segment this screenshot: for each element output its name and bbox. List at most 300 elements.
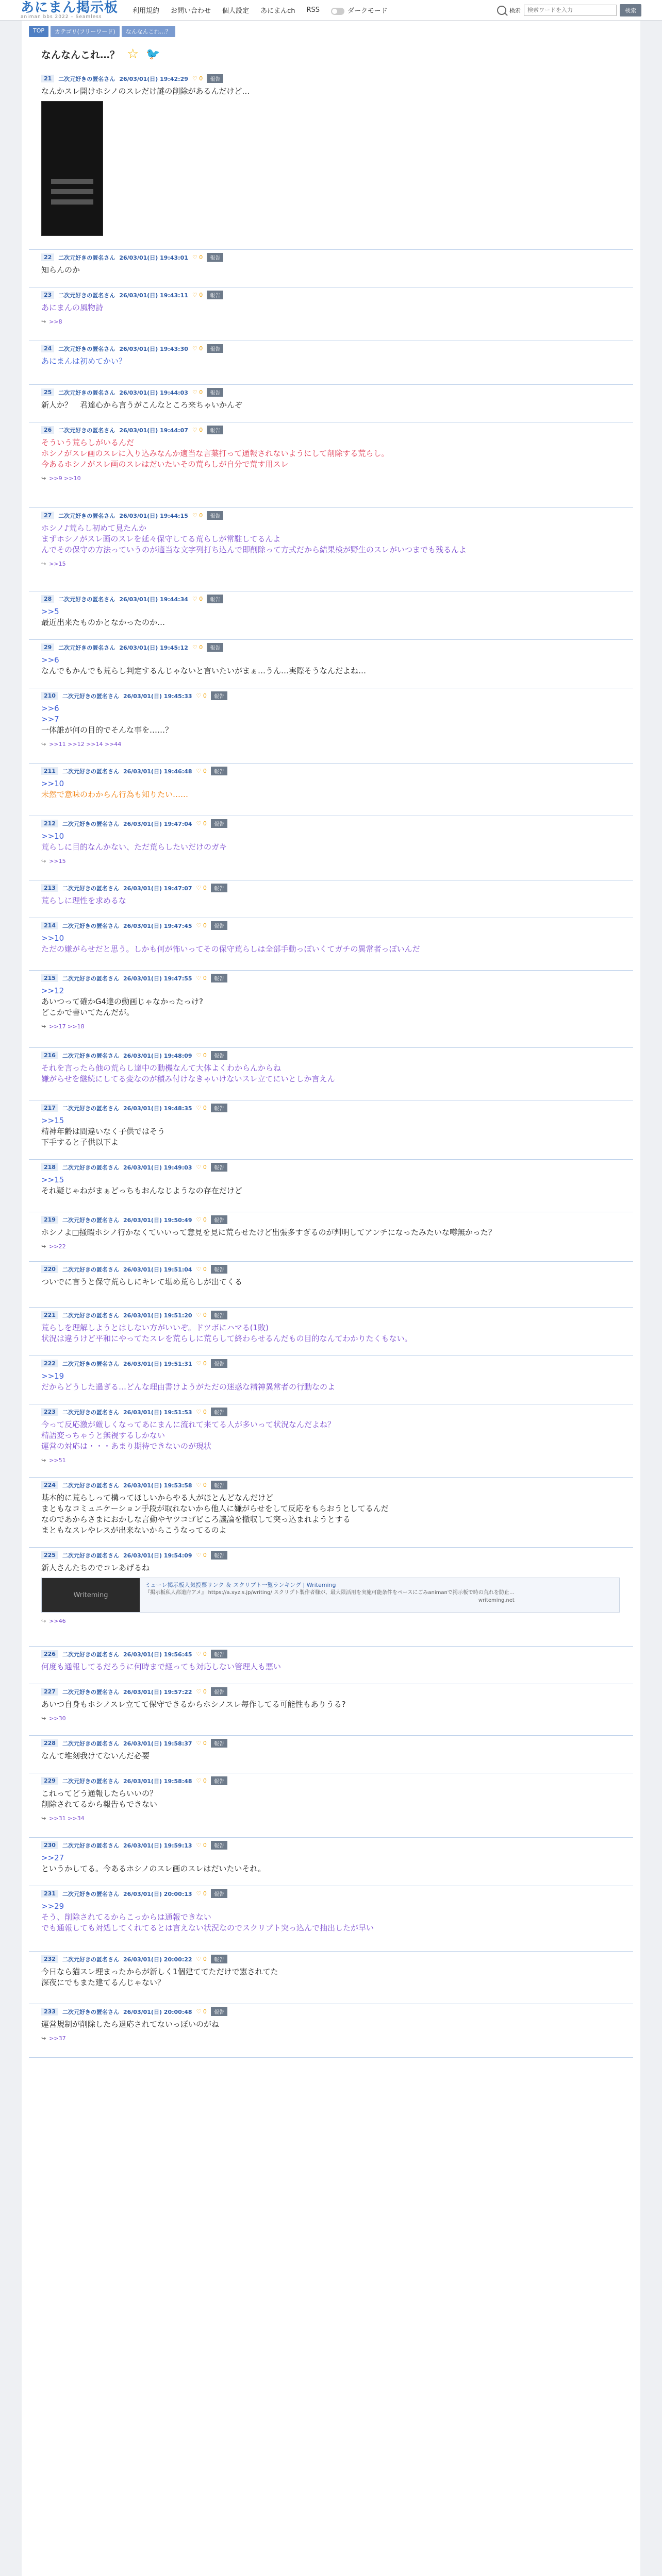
like-button[interactable]	[196, 1164, 207, 1171]
like-count: 0	[203, 922, 207, 929]
like-count: 0	[203, 1842, 207, 1849]
reply-icon: ↪	[41, 318, 46, 325]
report-button[interactable]: 報告	[211, 1311, 227, 1319]
post-number[interactable]: 227	[41, 1688, 58, 1696]
reply-icon: ↪	[41, 1618, 46, 1624]
post-number[interactable]: 217	[41, 1104, 58, 1112]
poster-name: 二次元好きの匿名さん	[62, 1956, 119, 1963]
post-header	[41, 767, 633, 775]
reply-icon: ↪	[41, 741, 46, 748]
link-card-title[interactable]: ミューレ掲示板人気投票リンク ＆ スクリプト一覧ランキング | Writeming	[145, 1582, 336, 1588]
post-text-line: 基本的に荒らしって構ってほしいからやる人がほとんどなんだけど	[41, 1493, 274, 1502]
poster-name: 二次元好きの匿名さん	[58, 644, 115, 651]
search-area	[497, 4, 641, 16]
reply-link-list[interactable]: >>22	[49, 1243, 66, 1250]
quote-link[interactable]: >>19	[41, 1371, 64, 1381]
like-button[interactable]	[196, 1651, 207, 1657]
report-button[interactable]: 報告	[211, 974, 227, 982]
like-button[interactable]	[196, 2008, 207, 2015]
post-body	[41, 1227, 633, 1238]
poster-name: 二次元好きの匿名さん	[62, 1777, 119, 1785]
post-text-line: まともなスレやレスが出来ないからこうなってるのよ	[41, 1526, 227, 1535]
post-header	[41, 819, 633, 828]
like-button[interactable]	[196, 1890, 207, 1897]
post-text-line: そういう荒らしがいるんだ	[41, 438, 135, 447]
heart-icon: ♡	[192, 292, 200, 298]
like-count: 0	[203, 1052, 207, 1059]
report-button[interactable]: 報告	[207, 426, 223, 434]
like-count: 0	[199, 644, 203, 651]
report-button[interactable]: 報告	[207, 74, 223, 83]
post-header	[41, 1739, 633, 1748]
quote-link[interactable]: >>29	[41, 1902, 64, 1911]
like-button[interactable]	[192, 596, 203, 602]
post-date: 26/03/01(日) 19:56:45	[123, 1651, 192, 1658]
toggle-switch-icon[interactable]	[331, 8, 344, 15]
poster-name: 二次元好きの匿名さん	[62, 1409, 119, 1416]
report-button[interactable]: 報告	[211, 767, 227, 775]
like-count: 0	[199, 427, 203, 433]
report-button[interactable]: 報告	[211, 2007, 227, 2016]
like-button[interactable]	[196, 1740, 207, 1747]
post-header	[41, 691, 633, 700]
report-button[interactable]: 報告	[207, 388, 223, 397]
heart-icon: ♡	[196, 2008, 203, 2015]
like-count: 0	[203, 975, 207, 981]
like-button[interactable]	[196, 885, 207, 891]
poster-name: 二次元好きの匿名さん	[58, 345, 115, 352]
favorite-star-icon[interactable]: ☆	[127, 46, 139, 62]
reply-link-list[interactable]: >>30	[49, 1715, 66, 1722]
post-text-line: ホシノ♪荒らし初めて見たんか	[41, 523, 146, 533]
reply-icon: ↪	[41, 1815, 46, 1822]
post-item	[29, 1262, 633, 1308]
post-date: 26/03/01(日) 19:47:04	[123, 820, 192, 827]
post-header	[41, 388, 633, 397]
post-header	[41, 291, 633, 299]
post-number[interactable]: 221	[41, 1311, 58, 1319]
link-card-text	[140, 1578, 520, 1612]
link-card[interactable]	[41, 1578, 620, 1613]
post-number[interactable]: 233	[41, 2008, 58, 2015]
post-date: 26/03/01(日) 19:51:20	[123, 1312, 192, 1319]
post-number[interactable]: 231	[41, 1890, 58, 1897]
post-number[interactable]: 224	[41, 1481, 58, 1489]
post-body	[41, 1699, 633, 1710]
post-text-line: それを言ったら他の荒らし達中の動機なんて大体よくわからんからね	[41, 1063, 282, 1073]
post-item	[29, 1212, 633, 1262]
post-body	[41, 895, 633, 906]
post-text-line: 精神年齢は間違いなく子供ではそう	[41, 1127, 166, 1136]
post-number[interactable]: 230	[41, 1841, 58, 1849]
post-number[interactable]: 226	[41, 1650, 58, 1658]
like-button[interactable]	[196, 1216, 207, 1223]
reply-link-list[interactable]: >>37	[49, 2035, 66, 2042]
post-text-line: でも通報しても対処してくれてるとは言えない状況なのでスクリプト突っ込んで抽出したが早い	[41, 1923, 374, 1933]
report-button[interactable]: 報告	[211, 1265, 227, 1274]
report-button[interactable]: 報告	[211, 691, 227, 700]
post-date: 26/03/01(日) 19:53:58	[123, 1482, 192, 1489]
report-button[interactable]: 報告	[211, 1051, 227, 1060]
report-button[interactable]: 報告	[211, 1650, 227, 1658]
search-button[interactable]: 検索	[620, 4, 641, 16]
post-text-line: あにまんは初めてかい？	[41, 357, 127, 366]
search-icon	[497, 6, 506, 15]
post-header	[41, 1551, 633, 1560]
poster-name: 二次元好きの匿名さん	[62, 1740, 119, 1747]
post-header	[41, 1408, 633, 1416]
like-count: 0	[203, 1360, 207, 1367]
like-button[interactable]	[196, 1360, 207, 1367]
post-body	[41, 1751, 633, 1761]
poster-name: 二次元好きの匿名さん	[58, 427, 115, 434]
link-card-desc: 『掲示板私人都道府アメ』 https://a.xyz.s.jp/writing/ スクリプト製作者様が、最大限活用を実施可能条件をペースにごみanimanで掲示板で時の荒れを防止…	[145, 1590, 515, 1596]
post-body	[41, 1788, 633, 1810]
poster-name: 二次元好きの匿名さん	[58, 75, 115, 82]
reply-links	[41, 1815, 633, 1822]
post-item	[29, 971, 633, 1048]
reply-link-list[interactable]: >>15	[49, 561, 66, 567]
post-number[interactable]: 220	[41, 1265, 58, 1273]
heart-icon: ♡	[192, 389, 200, 396]
reply-link-list[interactable]: >>17 >>18	[49, 1023, 85, 1030]
post-text-line: これってどう通報したらいいの？	[41, 1789, 158, 1798]
reply-links	[41, 1457, 633, 1464]
heart-icon: ♡	[196, 1409, 203, 1415]
poster-name: 二次元好きの匿名さん	[62, 1482, 119, 1489]
poster-name: 二次元好きの匿名さん	[58, 389, 115, 396]
post-item	[29, 508, 633, 591]
nav-animanch[interactable]: あにまんch	[260, 7, 295, 15]
post-text-line: なのであからさまにおかしな言動やヤツコゴビころ議論を撤収して突っ込まれようとする	[41, 1515, 351, 1524]
like-button[interactable]	[196, 692, 207, 699]
like-button[interactable]	[196, 1105, 207, 1111]
post-body	[41, 933, 633, 955]
like-button[interactable]	[196, 1777, 207, 1784]
poster-name: 二次元好きの匿名さん	[62, 2008, 119, 2015]
nav-settings[interactable]: 個人設定	[222, 7, 250, 15]
post-number[interactable]: 213	[41, 884, 58, 892]
heart-icon: ♡	[196, 1164, 203, 1171]
post-number[interactable]: 223	[41, 1408, 58, 1416]
poster-name: 二次元好きの匿名さん	[62, 1842, 119, 1849]
post-number[interactable]: 214	[41, 922, 58, 929]
like-button[interactable]	[192, 345, 203, 352]
post-item	[29, 1478, 633, 1548]
report-button[interactable]: 報告	[211, 1481, 227, 1489]
post-number[interactable]: 219	[41, 1216, 58, 1224]
post-text-line: まずホシノがスレ画のスレを延々保守してる荒らしが常駐してるんよ	[41, 534, 281, 544]
heart-icon: ♡	[192, 596, 200, 602]
reply-links	[41, 475, 633, 482]
like-button[interactable]	[196, 1312, 207, 1318]
post-body	[41, 2019, 633, 2030]
report-button[interactable]: 報告	[211, 1215, 227, 1224]
report-button[interactable]: 報告	[207, 595, 223, 603]
post-body	[41, 1323, 633, 1344]
like-button[interactable]	[196, 922, 207, 929]
report-button[interactable]: 報告	[211, 1955, 227, 1963]
search-input[interactable]	[524, 5, 617, 16]
reply-link-list[interactable]: >>15	[49, 858, 66, 865]
quote-link[interactable]: >>12	[41, 986, 64, 995]
reply-links	[41, 741, 633, 748]
post-number[interactable]: 229	[41, 1777, 58, 1785]
reply-link-list[interactable]: >>11 >>12 >>14 >>44	[49, 741, 122, 748]
like-count: 0	[199, 512, 203, 519]
quote-link[interactable]: >>6	[41, 655, 59, 665]
like-button[interactable]	[192, 75, 203, 82]
report-button[interactable]: 報告	[207, 511, 223, 520]
post-item	[29, 1100, 633, 1160]
quote-link[interactable]: >>15	[41, 1116, 64, 1125]
like-button[interactable]	[192, 254, 203, 261]
like-button[interactable]	[196, 1052, 207, 1059]
post-date: 26/03/01(日) 19:44:03	[119, 389, 188, 396]
post-header	[41, 884, 633, 892]
post-item	[29, 385, 633, 422]
post-body	[41, 1901, 633, 1934]
report-button[interactable]: 報告	[207, 253, 223, 262]
post-number[interactable]: 215	[41, 974, 58, 982]
report-button[interactable]: 報告	[211, 921, 227, 930]
nav-rss[interactable]: RSS	[306, 6, 320, 14]
twitter-share-icon[interactable]: 🐦	[146, 47, 160, 61]
heart-icon: ♡	[196, 1360, 203, 1367]
like-button[interactable]	[192, 512, 203, 519]
reply-link-list[interactable]: >>9 >>10	[49, 475, 81, 482]
post-header	[41, 1776, 633, 1785]
report-button[interactable]: 報告	[207, 344, 223, 353]
reply-links	[41, 1618, 633, 1624]
logo-title[interactable]: あにまん掲示板	[21, 0, 119, 15]
post-text-line: だからどうした過ぎる…どんな理由書けようがただの迷惑な精神異常者の行動なのよ	[41, 1382, 336, 1392]
post-date: 26/03/01(日) 19:44:15	[119, 512, 188, 519]
nav-terms[interactable]: 利用規約	[133, 7, 160, 15]
post-body	[41, 986, 633, 1018]
breadcrumb-top[interactable]: TOP	[29, 26, 48, 37]
poster-name: 二次元好きの匿名さん	[62, 1360, 119, 1367]
post-number[interactable]: 23	[41, 291, 54, 299]
post-header	[41, 1955, 633, 1963]
post-number[interactable]: 212	[41, 820, 58, 827]
like-button[interactable]	[196, 820, 207, 827]
post-header	[41, 1215, 633, 1224]
post-number[interactable]: 26	[41, 426, 54, 434]
poster-name: 二次元好きの匿名さん	[62, 1052, 119, 1059]
poster-name: 二次元好きの匿名さん	[62, 692, 119, 700]
post-text-line: 今って反応激が厳しくなってあにまんに流れて来てる人が多いって状況なんだよね？	[41, 1420, 336, 1429]
quote-link[interactable]: >>10	[41, 832, 64, 841]
poster-name: 二次元好きの匿名さん	[62, 1312, 119, 1319]
post-date: 26/03/01(日) 20:00:13	[123, 1890, 192, 1897]
heart-icon: ♡	[192, 644, 200, 651]
dark-mode-toggle[interactable]	[331, 5, 387, 15]
report-button[interactable]: 報告	[211, 1551, 227, 1560]
post-number[interactable]: 27	[41, 512, 54, 519]
post-body	[41, 1967, 633, 1988]
reply-icon: ↪	[41, 475, 46, 482]
heart-icon: ♡	[196, 885, 203, 891]
like-button[interactable]	[192, 427, 203, 433]
post-image[interactable]	[41, 101, 103, 236]
post-item	[29, 1160, 633, 1212]
like-count: 0	[199, 254, 203, 261]
heart-icon: ♡	[192, 345, 200, 352]
report-button[interactable]: 報告	[211, 1408, 227, 1416]
reply-link-list[interactable]: >>46	[49, 1618, 66, 1624]
report-button[interactable]: 報告	[211, 1889, 227, 1898]
like-button[interactable]	[196, 1266, 207, 1273]
post-text-line: 最近出来たものかとなかったのか…	[41, 618, 166, 627]
post-header	[41, 1841, 633, 1850]
post-body	[41, 1371, 633, 1393]
post-text-line: あにまんの風物詩	[41, 303, 104, 312]
post-number[interactable]: 216	[41, 1052, 58, 1059]
heart-icon: ♡	[196, 1552, 203, 1558]
post-date: 26/03/01(日) 19:58:48	[123, 1777, 192, 1785]
quote-link[interactable]: >>10	[41, 934, 64, 943]
post-text-line: 何度も通報してるだろうに何時まで経っても対応しない管理人も悪い	[41, 1662, 282, 1671]
post-item	[29, 422, 633, 508]
reply-icon: ↪	[41, 858, 46, 865]
like-button[interactable]	[196, 1842, 207, 1849]
post-item	[29, 1838, 633, 1886]
poster-name: 二次元好きの匿名さん	[58, 512, 115, 519]
poster-name: 二次元好きの匿名さん	[62, 1105, 119, 1112]
breadcrumb-category[interactable]: カテゴリ(フリーワード)	[51, 26, 120, 37]
post-item	[29, 816, 633, 880]
post-item	[29, 918, 633, 971]
reply-link-list[interactable]: >>51	[49, 1457, 66, 1464]
quote-link[interactable]: >>5	[41, 607, 59, 616]
post-date: 26/03/01(日) 19:47:07	[123, 885, 192, 892]
post-body	[41, 1563, 633, 1573]
like-button[interactable]	[196, 768, 207, 774]
like-button[interactable]	[196, 1552, 207, 1558]
like-button[interactable]	[192, 389, 203, 396]
post-date: 26/03/01(日) 19:42:29	[119, 75, 188, 82]
post-number[interactable]: 232	[41, 1955, 58, 1963]
report-button[interactable]: 報告	[211, 1776, 227, 1785]
report-button[interactable]: 報告	[207, 291, 223, 299]
report-button[interactable]: 報告	[211, 819, 227, 828]
poster-name: 二次元好きの匿名さん	[62, 1216, 119, 1224]
post-body	[41, 655, 633, 676]
post-body	[41, 356, 633, 367]
like-button[interactable]	[192, 644, 203, 651]
report-button[interactable]: 報告	[211, 1104, 227, 1112]
post-header	[41, 1687, 633, 1696]
like-button[interactable]	[196, 1482, 207, 1488]
post-item	[29, 591, 633, 640]
post-text-line: なんかスレ開けホシノのスレだけ謎の削除があるんだけど…	[41, 87, 250, 96]
post-number[interactable]: 225	[41, 1551, 58, 1559]
post-date: 26/03/01(日) 19:44:07	[119, 427, 188, 434]
reply-links	[41, 1715, 633, 1722]
quote-link[interactable]: >>7	[41, 715, 59, 724]
post-item	[29, 1886, 633, 1952]
post-header	[41, 1051, 633, 1060]
post-body	[41, 1419, 633, 1452]
quote-link[interactable]: >>15	[41, 1175, 64, 1184]
report-button[interactable]: 報告	[211, 884, 227, 892]
post-number[interactable]: 29	[41, 643, 54, 651]
reply-link-list[interactable]: >>8	[49, 318, 62, 325]
post-number[interactable]: 210	[41, 692, 58, 700]
post-date: 26/03/01(日) 19:54:09	[123, 1552, 192, 1559]
reply-icon: ↪	[41, 1023, 46, 1030]
post-text-line: というかしてる。今あるホシノのスレ画のスレはだいたいそれ。	[41, 1864, 266, 1873]
like-count: 0	[203, 885, 207, 891]
post-body	[41, 778, 633, 800]
quote-link[interactable]: >>27	[41, 1853, 64, 1862]
post-body	[41, 400, 633, 411]
heart-icon: ♡	[196, 768, 203, 774]
post-number[interactable]: 218	[41, 1163, 58, 1171]
like-count: 0	[203, 1409, 207, 1415]
report-button[interactable]: 報告	[211, 1163, 227, 1172]
post-list	[29, 71, 633, 2058]
report-button[interactable]: 報告	[211, 1687, 227, 1696]
quote-link[interactable]: >>10	[41, 779, 64, 788]
post-number[interactable]: 228	[41, 1739, 58, 1747]
post-number[interactable]: 28	[41, 595, 54, 603]
breadcrumb-thread[interactable]: なんなんこれ…？	[122, 26, 175, 37]
report-button[interactable]: 報告	[211, 1739, 227, 1748]
like-count: 0	[203, 1651, 207, 1657]
like-button[interactable]	[196, 1688, 207, 1695]
reply-link-list[interactable]: >>31 >>34	[49, 1815, 85, 1822]
heart-icon: ♡	[196, 1842, 203, 1849]
heart-icon: ♡	[196, 1052, 203, 1059]
heart-icon: ♡	[196, 1688, 203, 1695]
site-logo[interactable]	[21, 1, 118, 20]
post-number[interactable]: 25	[41, 388, 54, 396]
post-number[interactable]: 22	[41, 253, 54, 261]
report-button[interactable]: 報告	[211, 1359, 227, 1368]
post-number[interactable]: 24	[41, 345, 54, 352]
quote-link[interactable]: >>6	[41, 704, 59, 713]
link-card-site: writeming.net	[478, 1598, 515, 1603]
post-date: 26/03/01(日) 19:43:01	[119, 254, 188, 261]
report-button[interactable]: 報告	[211, 1841, 227, 1850]
like-button[interactable]	[196, 1409, 207, 1415]
post-item	[29, 1356, 633, 1404]
like-button[interactable]	[192, 292, 203, 298]
post-text-line: んでその保守の方法っていうのが適当な文字列打ち込んで即削除って方式だから結果検が野生のスレがいつまでも残るんよ	[41, 545, 467, 554]
like-count: 0	[199, 345, 203, 352]
post-body	[41, 1115, 633, 1148]
nav-contact[interactable]: お問い合わせ	[171, 7, 211, 15]
like-button[interactable]	[196, 975, 207, 981]
post-date: 26/03/01(日) 19:51:53	[123, 1409, 192, 1416]
thread-title: なんなんこれ…？	[41, 49, 120, 61]
post-body	[41, 1853, 633, 1874]
post-date: 26/03/01(日) 19:59:13	[123, 1842, 192, 1849]
post-number[interactable]: 222	[41, 1360, 58, 1367]
post-text-line: ホシノよ□掻暇ホシノ行かなくていいって意見を見に荒らせたけど出張多すぎるのが判明してアンチになったみたいな噂無かった？	[41, 1228, 496, 1237]
reply-icon: ↪	[41, 2035, 46, 2042]
post-text-line: そう、削除されてるからこっからは通報できない	[41, 1912, 211, 1922]
like-button[interactable]	[196, 1956, 207, 1962]
post-number[interactable]: 211	[41, 767, 58, 775]
post-text-line: まともなコミュニケーション手段が取れないから他人に嫌がらせをして反応をもらおうとしてるんだ	[41, 1504, 389, 1513]
heart-icon: ♡	[196, 1266, 203, 1273]
report-button[interactable]: 報告	[207, 643, 223, 652]
heart-icon: ♡	[196, 1105, 203, 1111]
post-number[interactable]: 21	[41, 75, 54, 82]
